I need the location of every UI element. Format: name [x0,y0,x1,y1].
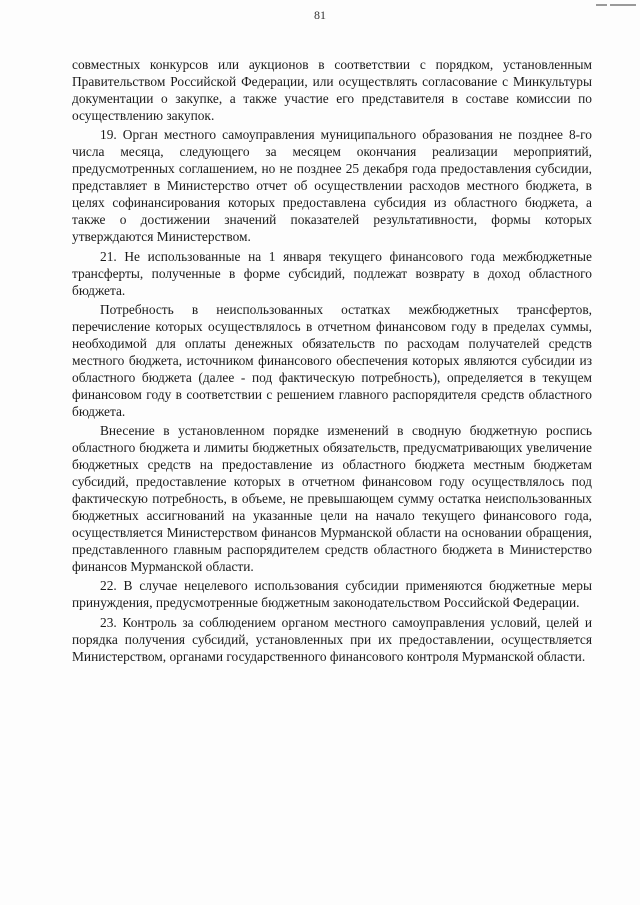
paragraph-unused-balances: Потребность в неиспользованных остатках межбюджетных трансфертов, перечисление которых осуществлялось в отчетном финансовом году в пределах суммы, необходимой для оплаты денежных обязательств по расходам получателей средств местного бюджета, источником финансового обеспечения которых являются субсидии из областного бюджета (далее - под фактическую потребность), определяется в текущем финансовом году в соответствии с решением главного распорядителя средств областного бюджета. [72,301,592,419]
document-body [72,56,592,665]
paragraph-item-21: 21. Не использованные на 1 января текущего финансового года межбюджетные трансферты, полученные в форме субсидий, подлежат возврату в доход областного бюджета. [72,248,592,298]
paragraph-budget-changes: Внесение в установленном порядке изменений в сводную бюджетную роспись областного бюджета и лимиты бюджетных обязательств, предусматривающих увеличение бюджетных средств на предоставление из областного бюджета местным бюджетам субсидий, предоставление которых в отчетном финансовом году осуществлялось под фактическую потребность, в объеме, не превышающем сумму остатка неиспользованных бюджетных ассигнований на указанные цели на начало текущего финансового года, осуществляется Министерством финансов Мурманской области на основании обращения, представленного главным распорядителем средств областного бюджета в Министерство финансов Мурманской области. [72,422,592,575]
paragraph-item-22: 22. В случае нецелевого использования субсидии применяются бюджетные меры принуждения, предусмотренные бюджетным законодательством Российской Федерации. [72,578,592,611]
page-number: 81 [314,8,326,22]
paragraph-item-23: 23. Контроль за соблюдением органом местного самоуправления условий, целей и порядка получения субсидий, установленных при их предоставлении, осуществляется Министерством, органами государственного финансового контроля Мурманской области. [72,614,592,664]
paragraph-item-19: 19. Орган местного самоуправления муниципального образования не позднее 8-го числа месяца, следующего за месяцем окончания реализации мероприятий, предусмотренных соглашением, но не позднее 25 декабря года предоставления субсидии, представляет в Министерство отчет об осуществлении расходов местного бюджета, в целях софинансирования которых предоставлена субсидия из областного бюджета, а также о достижении значений показателей результативности, формы которых утверждаются Министерством. [72,127,592,245]
paragraph-continuation: совместных конкурсов или аукционов в соответствии с порядком, установленным Правительством Российской Федерации, или осуществлять согласование с Минкультуры документации о закупке, а также участие его представителя в составе комиссии по осуществлению закупок. [72,57,592,124]
